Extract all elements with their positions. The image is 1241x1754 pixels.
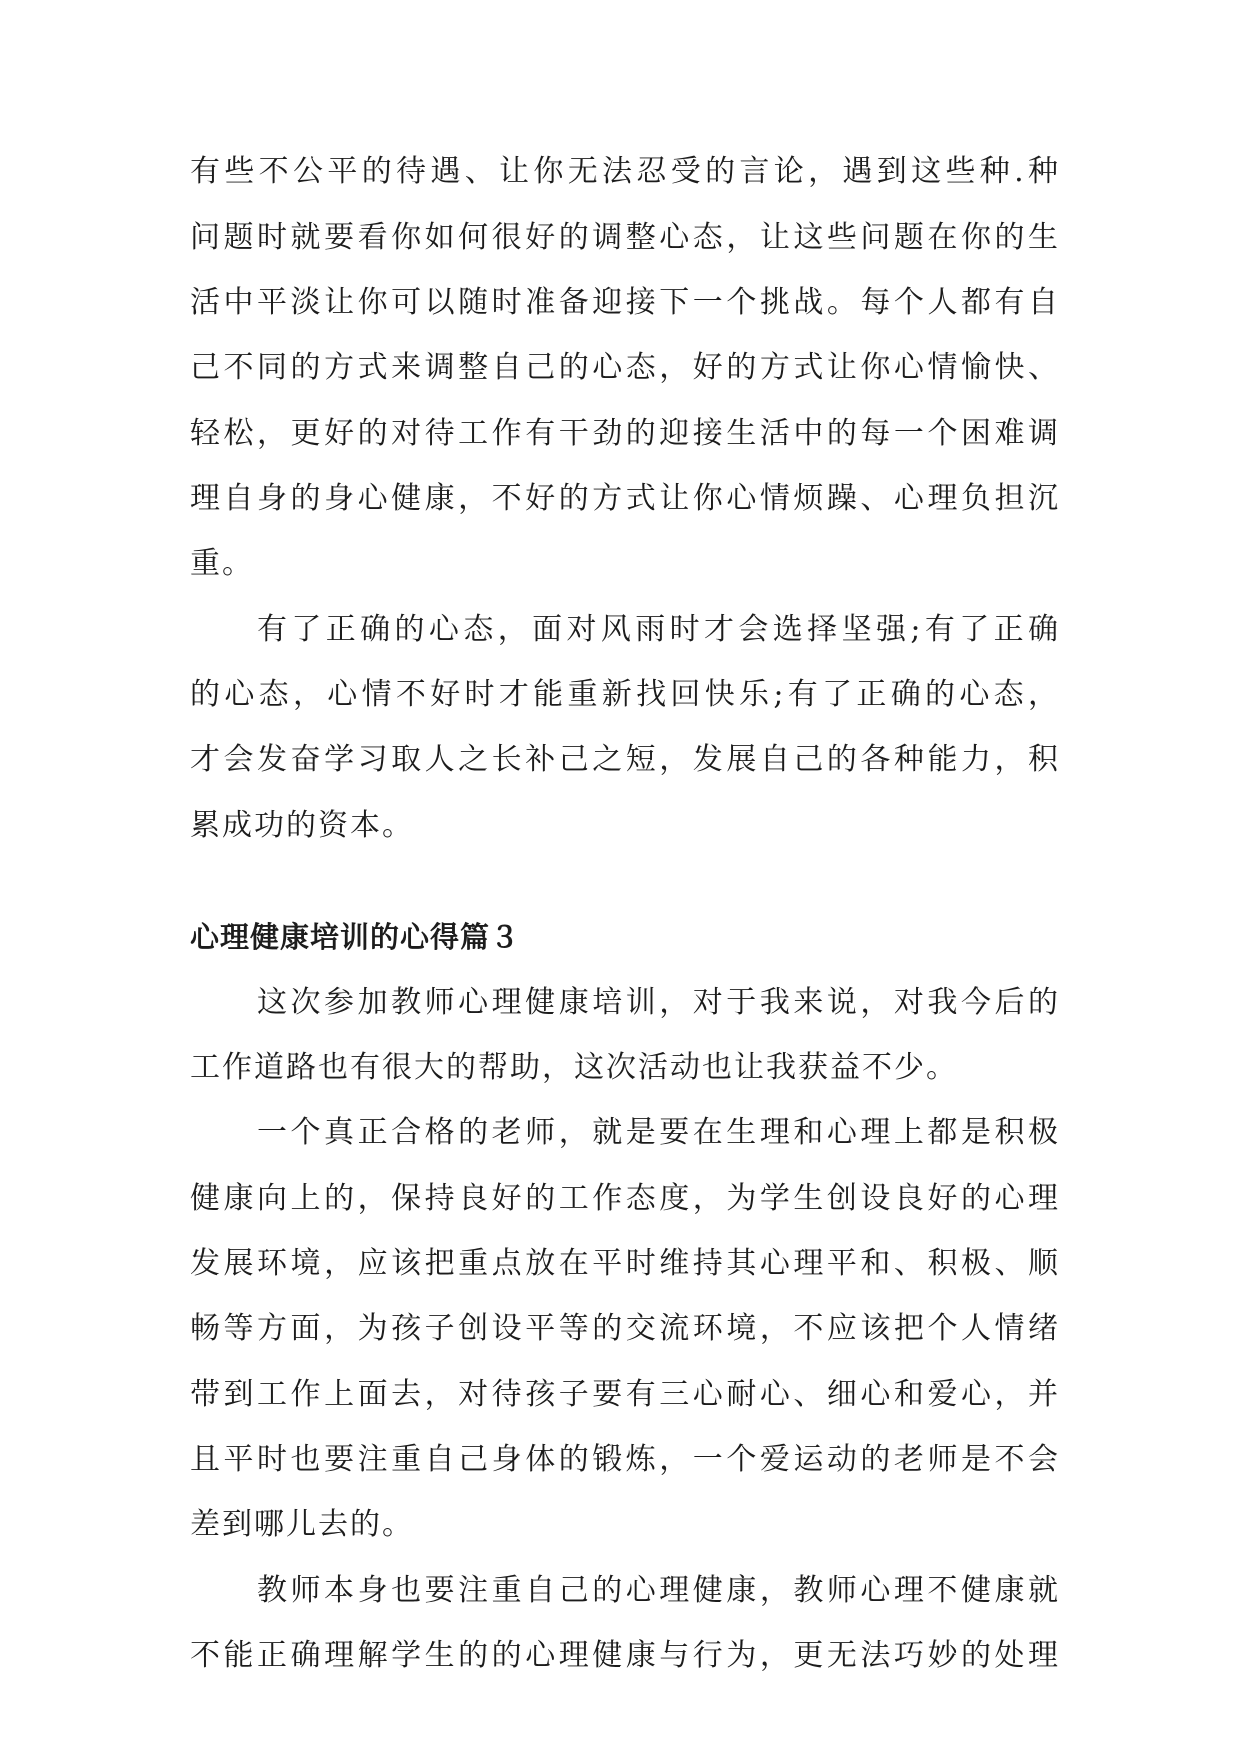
paragraph-first-line: 有了正确的心态，面对风雨时才会选择坚强;有了正确 (257, 612, 1058, 647)
paragraph-line: 轻松，更好的对待工作有干劲的迎接生活中的每一个困难调 (190, 416, 1058, 451)
paragraph-line: 的心态，心情不好时才能重新找回快乐;有了正确的心态， (190, 677, 1058, 712)
paragraph-line: 差到哪儿去的。 (190, 1507, 414, 1542)
paragraph-line: 健康向上的，保持良好的工作态度，为学生创设良好的心理 (190, 1181, 1058, 1216)
paragraph-line: 重。 (190, 546, 254, 581)
paragraph-line: 且平时也要注重自己身体的锻炼，一个爱运动的老师是不会 (190, 1442, 1058, 1477)
paragraph-line: 工作道路也有很大的帮助，这次活动也让我获益不少。 (190, 1050, 958, 1085)
paragraph-first-line: 一个真正合格的老师，就是要在生理和心理上都是积极 (257, 1115, 1058, 1150)
paragraph-line: 问题时就要看你如何很好的调整心态，让这些问题在你的生 (190, 220, 1058, 255)
paragraph-line: 己不同的方式来调整自己的心态，好的方式让你心情愉快、 (190, 350, 1058, 385)
paragraph-line: 发展环境，应该把重点放在平时维持其心理平和、积极、顺 (190, 1246, 1058, 1281)
paragraph-line: 理自身的身心健康，不好的方式让你心情烦躁、心理负担沉 (190, 481, 1058, 516)
paragraph-line: 才会发奋学习取人之长补己之短，发展自己的各种能力，积 (190, 742, 1058, 777)
paragraph-line: 累成功的资本。 (190, 808, 414, 843)
paragraph-line: 不能正确理解学生的的心理健康与行为，更无法巧妙的处理 (190, 1638, 1058, 1673)
section-heading: 心理健康培训的心得篇３ (190, 920, 521, 954)
paragraph-line: 带到工作上面去，对待孩子要有三心耐心、细心和爱心，并 (190, 1377, 1058, 1412)
paragraph-line: 有些不公平的待遇、让你无法忍受的言论，遇到这些种.种 (190, 154, 1058, 189)
paragraph-first-line: 教师本身也要注重自己的心理健康，教师心理不健康就 (257, 1573, 1058, 1608)
paragraph-first-line: 这次参加教师心理健康培训，对于我来说，对我今后的 (257, 985, 1058, 1020)
paragraph-line: 活中平淡让你可以随时准备迎接下一个挑战。每个人都有自 (190, 285, 1058, 320)
paragraph-line: 畅等方面，为孩子创设平等的交流环境，不应该把个人情绪 (190, 1311, 1058, 1346)
